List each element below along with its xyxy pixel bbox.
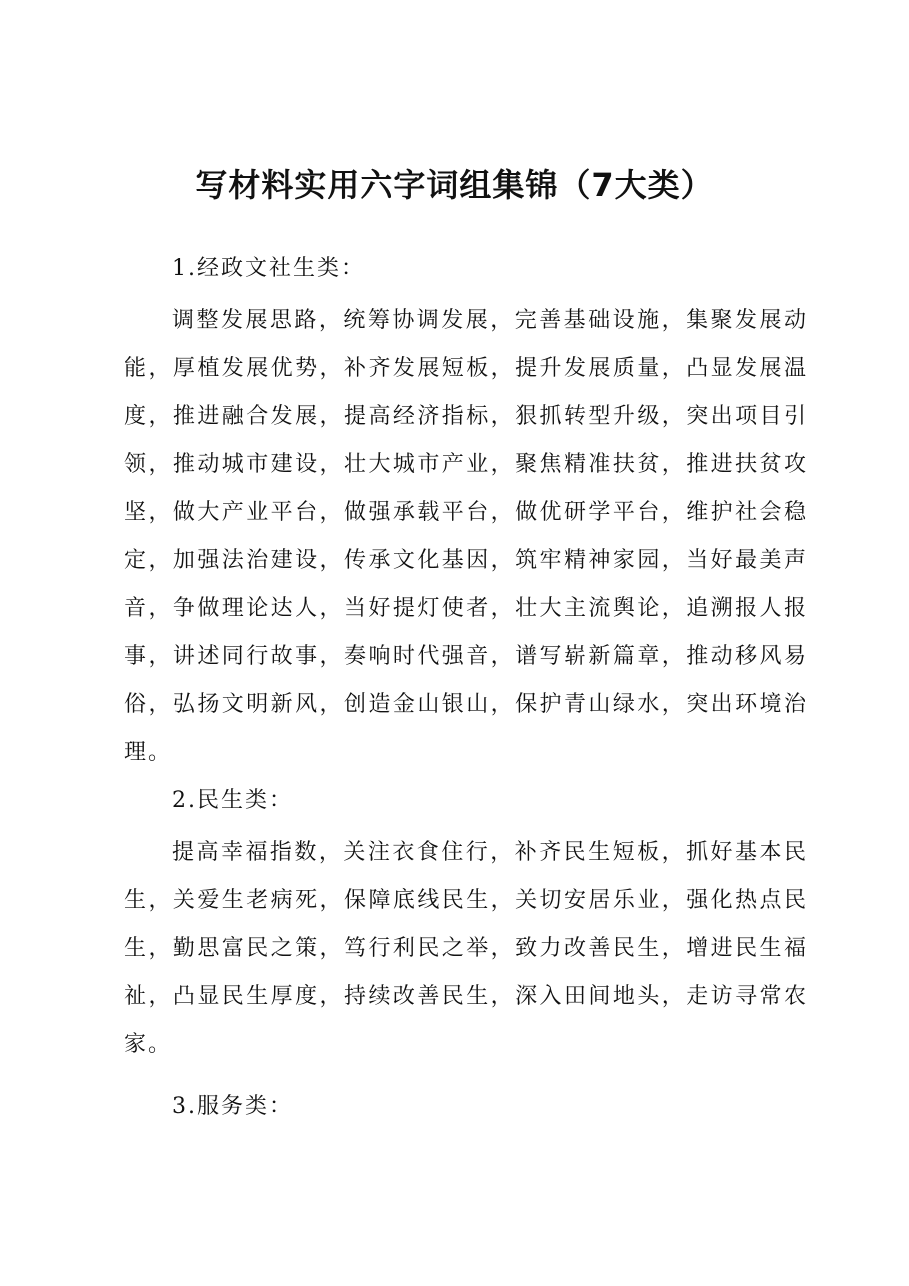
- section-paragraph: 调整发展思路，统筹协调发展，完善基础设施，集聚发展动能，厚植发展优势，补齐发展短板，提升发展质量，凸显发展温度，推进融合发展，提高经济指标，狠抓转型升级，突出项目引领，推动城市建设，壮大城市产业，聚焦精准扶贫，推进扶贫攻坚，做大产业平台，做强承载平台，做优研学平台，维护社会稳定，加强法治建设，传承文化基因，筑牢精神家园，当好最美声音，争做理论达人，当好提灯使者，壮大主流舆论，追溯报人报事，讲述同行故事，奏响时代强音，谱写崭新篇章，推动移风易俗，弘扬文明新风，创造金山银山，保护青山绿水，突出环境治理。: [124, 308, 808, 765]
- section-heading: 3.服务类：: [172, 1094, 293, 1119]
- section-livelihood: [124, 777, 808, 1069]
- document-title: 写材料实用六字词组集锦（7大类）: [195, 166, 714, 204]
- document-body: [124, 245, 808, 1131]
- section-heading: 1.经政文社生类：: [172, 256, 365, 281]
- section-service: [124, 1083, 808, 1131]
- section-economy-politics-culture-society-ecology: [124, 245, 808, 777]
- section-paragraph: 提高幸福指数，关注衣食住行，补齐民生短板，抓好基本民生，关爱生老病死，保障底线民生，关切安居乐业，强化热点民生，勤思富民之策，笃行利民之举，致力改善民生，增进民生福祉，凸显民生厚度，持续改善民生，深入田间地头，走访寻常农家。: [124, 840, 808, 1057]
- section-heading: 2.民生类：: [172, 788, 293, 813]
